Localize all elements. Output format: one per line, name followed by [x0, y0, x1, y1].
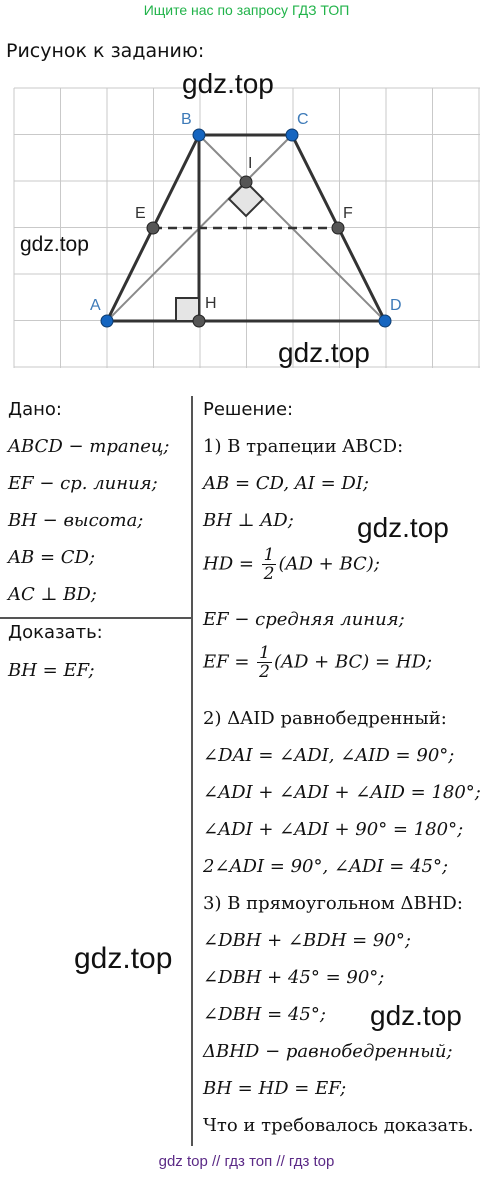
- solution-line: ∠ADI + ∠ADI + ∠AID = 180°;: [203, 782, 481, 803]
- trapezoid-figure: [0, 70, 493, 370]
- prove-title: Доказать:: [8, 622, 103, 643]
- label-f: F: [343, 205, 353, 222]
- column-divider: [191, 396, 193, 1146]
- fraction-half: $\frac{1}{2}$: [259, 643, 270, 682]
- given-divider: [0, 617, 192, 619]
- given-line: EF − ср. линия;: [8, 473, 158, 494]
- label-d: D: [390, 297, 402, 314]
- formula-lhs: EF =: [203, 651, 256, 673]
- solution-line: ∠DBH + ∠BDH = 90°;: [203, 930, 411, 951]
- formula-rhs: (AD + BC) = HD;: [273, 651, 433, 673]
- given-line: ABCD − трапец;: [8, 436, 170, 457]
- formula-rhs: (AD + BC);: [278, 553, 380, 575]
- given-title: Дано:: [8, 399, 62, 420]
- solution-line: ∠DBH = 45°;: [203, 1004, 326, 1025]
- given-line: AC ⊥ BD;: [8, 584, 97, 605]
- solution-line: ΔBHD − равнобедренный;: [203, 1041, 453, 1062]
- solution-line: 2∠ADI = 90°, ∠ADI = 45°;: [203, 856, 449, 877]
- point-d: [379, 315, 391, 327]
- label-b: B: [181, 111, 192, 128]
- solution-formula-ef: [203, 644, 432, 681]
- point-b: [193, 129, 205, 141]
- watermark: gdz.top: [182, 68, 274, 99]
- point-c: [286, 129, 298, 141]
- fraction-half: $\frac{1}{2}$: [263, 545, 275, 584]
- task-label: Рисунок к заданию:: [6, 40, 205, 62]
- solution-line: EF − средняя линия;: [203, 609, 405, 630]
- solution-formula-hd: [203, 546, 380, 583]
- label-h: H: [205, 295, 217, 312]
- watermark: gdz.top: [74, 942, 173, 975]
- given-line: AB = CD;: [8, 547, 96, 568]
- solution-line: 1) В трапеции ABCD:: [203, 436, 404, 457]
- formula-lhs: HD =: [203, 553, 260, 575]
- solution-line: Что и требовалось доказать.: [203, 1115, 474, 1136]
- solution-line: BH = HD = EF;: [203, 1078, 347, 1099]
- prove-line: BH = EF;: [8, 660, 95, 681]
- label-a: A: [90, 297, 101, 314]
- solution-line: ∠DBH + 45° = 90°;: [203, 967, 385, 988]
- solution-line: ∠DAI = ∠ADI, ∠AID = 90°;: [203, 745, 455, 766]
- point-h: [193, 315, 205, 327]
- watermark: gdz.top: [278, 337, 370, 368]
- label-c: C: [297, 111, 309, 128]
- point-e: [147, 222, 159, 234]
- footer-links[interactable]: gdz top // гдз топ // гдз top: [158, 1153, 335, 1170]
- given-line: BH − высота;: [8, 510, 144, 531]
- watermark: gdz.top: [20, 233, 89, 256]
- label-e: E: [135, 205, 146, 222]
- watermark: gdz.top: [370, 1000, 462, 1031]
- point-f: [332, 222, 344, 234]
- solution-line: 2) ΔAID равнобедренный:: [203, 708, 447, 729]
- solution-title: Решение:: [203, 399, 294, 420]
- solution-line: 3) В прямоугольном ΔBHD:: [203, 893, 463, 914]
- point-i: [240, 176, 252, 188]
- point-a: [101, 315, 113, 327]
- solution-line: BH ⊥ AD;: [203, 510, 294, 531]
- solution-line: ∠ADI + ∠ADI + 90° = 180°;: [203, 819, 464, 840]
- label-i: I: [248, 155, 253, 172]
- watermark: gdz.top: [357, 512, 449, 543]
- top-banner: Ищите нас по запросу ГДЗ ТОП: [143, 2, 350, 18]
- solution-line: AB = CD, AI = DI;: [203, 473, 369, 494]
